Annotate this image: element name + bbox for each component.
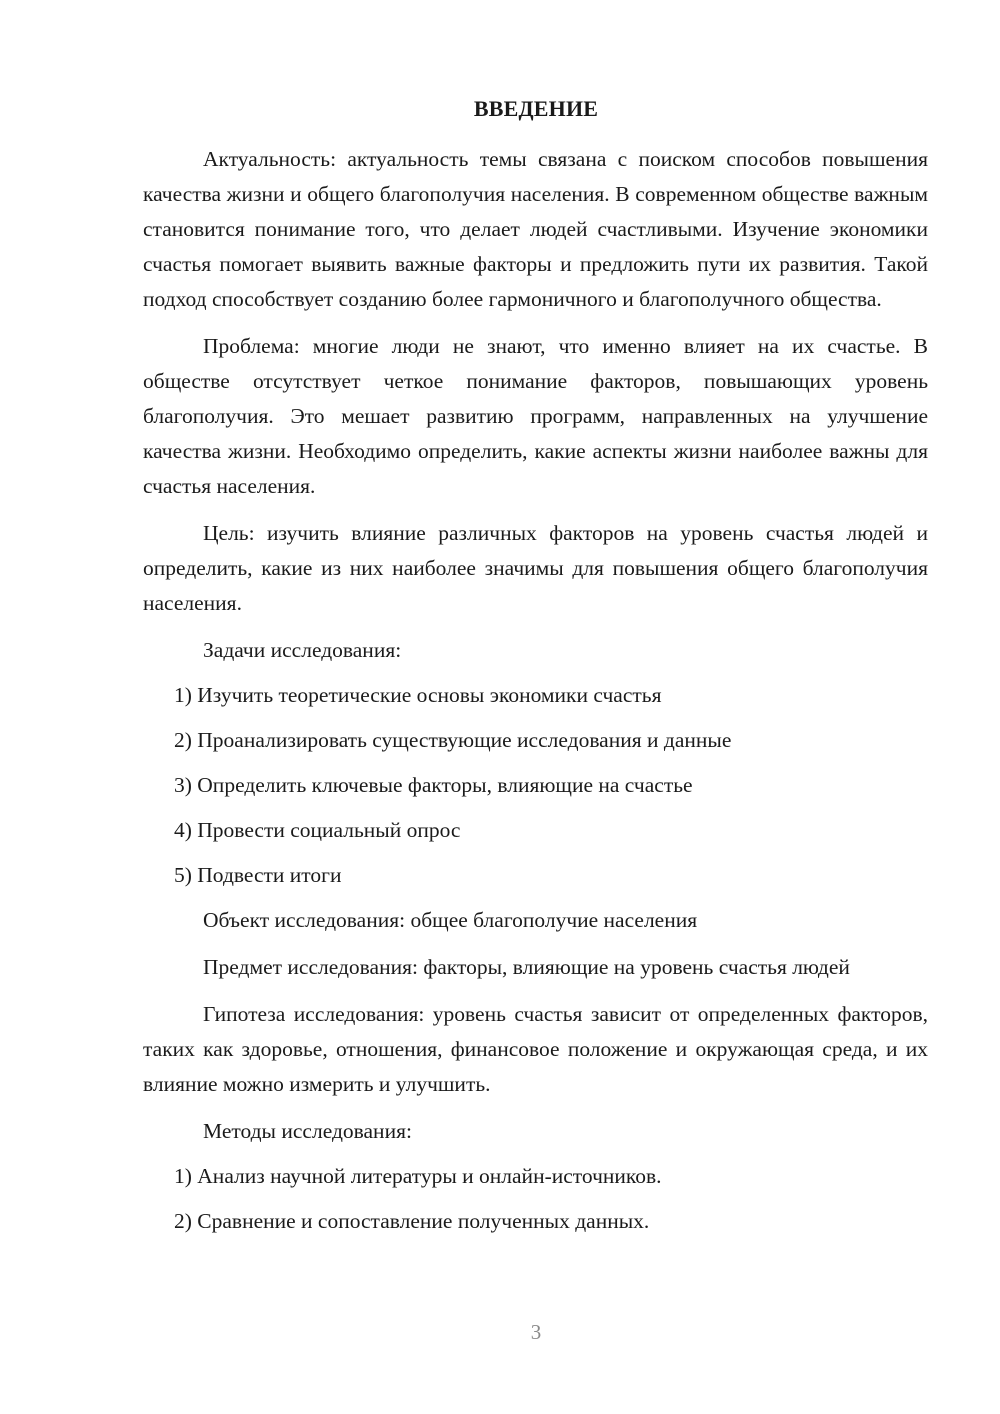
hypothesis-paragraph: Гипотеза исследования: уровень счастья зависит от определенных факторов, таких как здоровье, отношения, финансовое положение и окружающая среда, и их влияние можно измерить и улучшить. bbox=[143, 1002, 928, 1096]
subject-paragraph: Предмет исследования: факторы, влияющие на уровень счастья людей bbox=[203, 955, 850, 979]
goal-paragraph: Цель: изучить влияние различных факторов на уровень счастья людей и определить, какие из них наиболее значимы для повышения общего благополучия населения. bbox=[143, 521, 928, 615]
relevance-paragraph: Актуальность: актуальность темы связана с поиском способов повышения качества жизни и общего благополучия населения. В современном обществе важным становится понимание того, что делает людей счастливыми. Изучение экономики счастья помогает выявить важные факторы и предложить пути их развития. Такой подход способствует созданию более гармоничного и благополучного общества. bbox=[143, 147, 928, 311]
task-item-4: 4) Провести социальный опрос bbox=[174, 818, 461, 842]
page-number: 3 bbox=[530, 1320, 542, 1344]
methods-heading: Методы исследования: bbox=[203, 1119, 412, 1143]
object-paragraph: Объект исследования: общее благополучие населения bbox=[203, 908, 698, 932]
tasks-heading: Задачи исследования: bbox=[203, 638, 402, 662]
problem-paragraph: Проблема: многие люди не знают, что именно влияет на их счастье. В обществе отсутствует четкое понимание факторов, повышающих уровень благополучия. Это мешает развитию программ, направленных на улучшение качества жизни. Необходимо определить, какие аспекты жизни наиболее важны для счастья населения. bbox=[143, 334, 928, 498]
task-item-5: 5) Подвести итоги bbox=[174, 863, 342, 887]
page-title: ВВЕДЕНИЕ bbox=[473, 96, 599, 121]
document-body bbox=[143, 142, 928, 1249]
method-item-2: 2) Сравнение и сопоставление полученных данных. bbox=[174, 1209, 650, 1233]
task-item-2: 2) Проанализировать существующие исследования и данные bbox=[174, 728, 732, 752]
task-item-3: 3) Определить ключевые факторы, влияющие на счастье bbox=[174, 773, 693, 797]
task-item-1: 1) Изучить теоретические основы экономики счастья bbox=[174, 683, 662, 707]
method-item-1: 1) Анализ научной литературы и онлайн-источников. bbox=[174, 1164, 662, 1188]
